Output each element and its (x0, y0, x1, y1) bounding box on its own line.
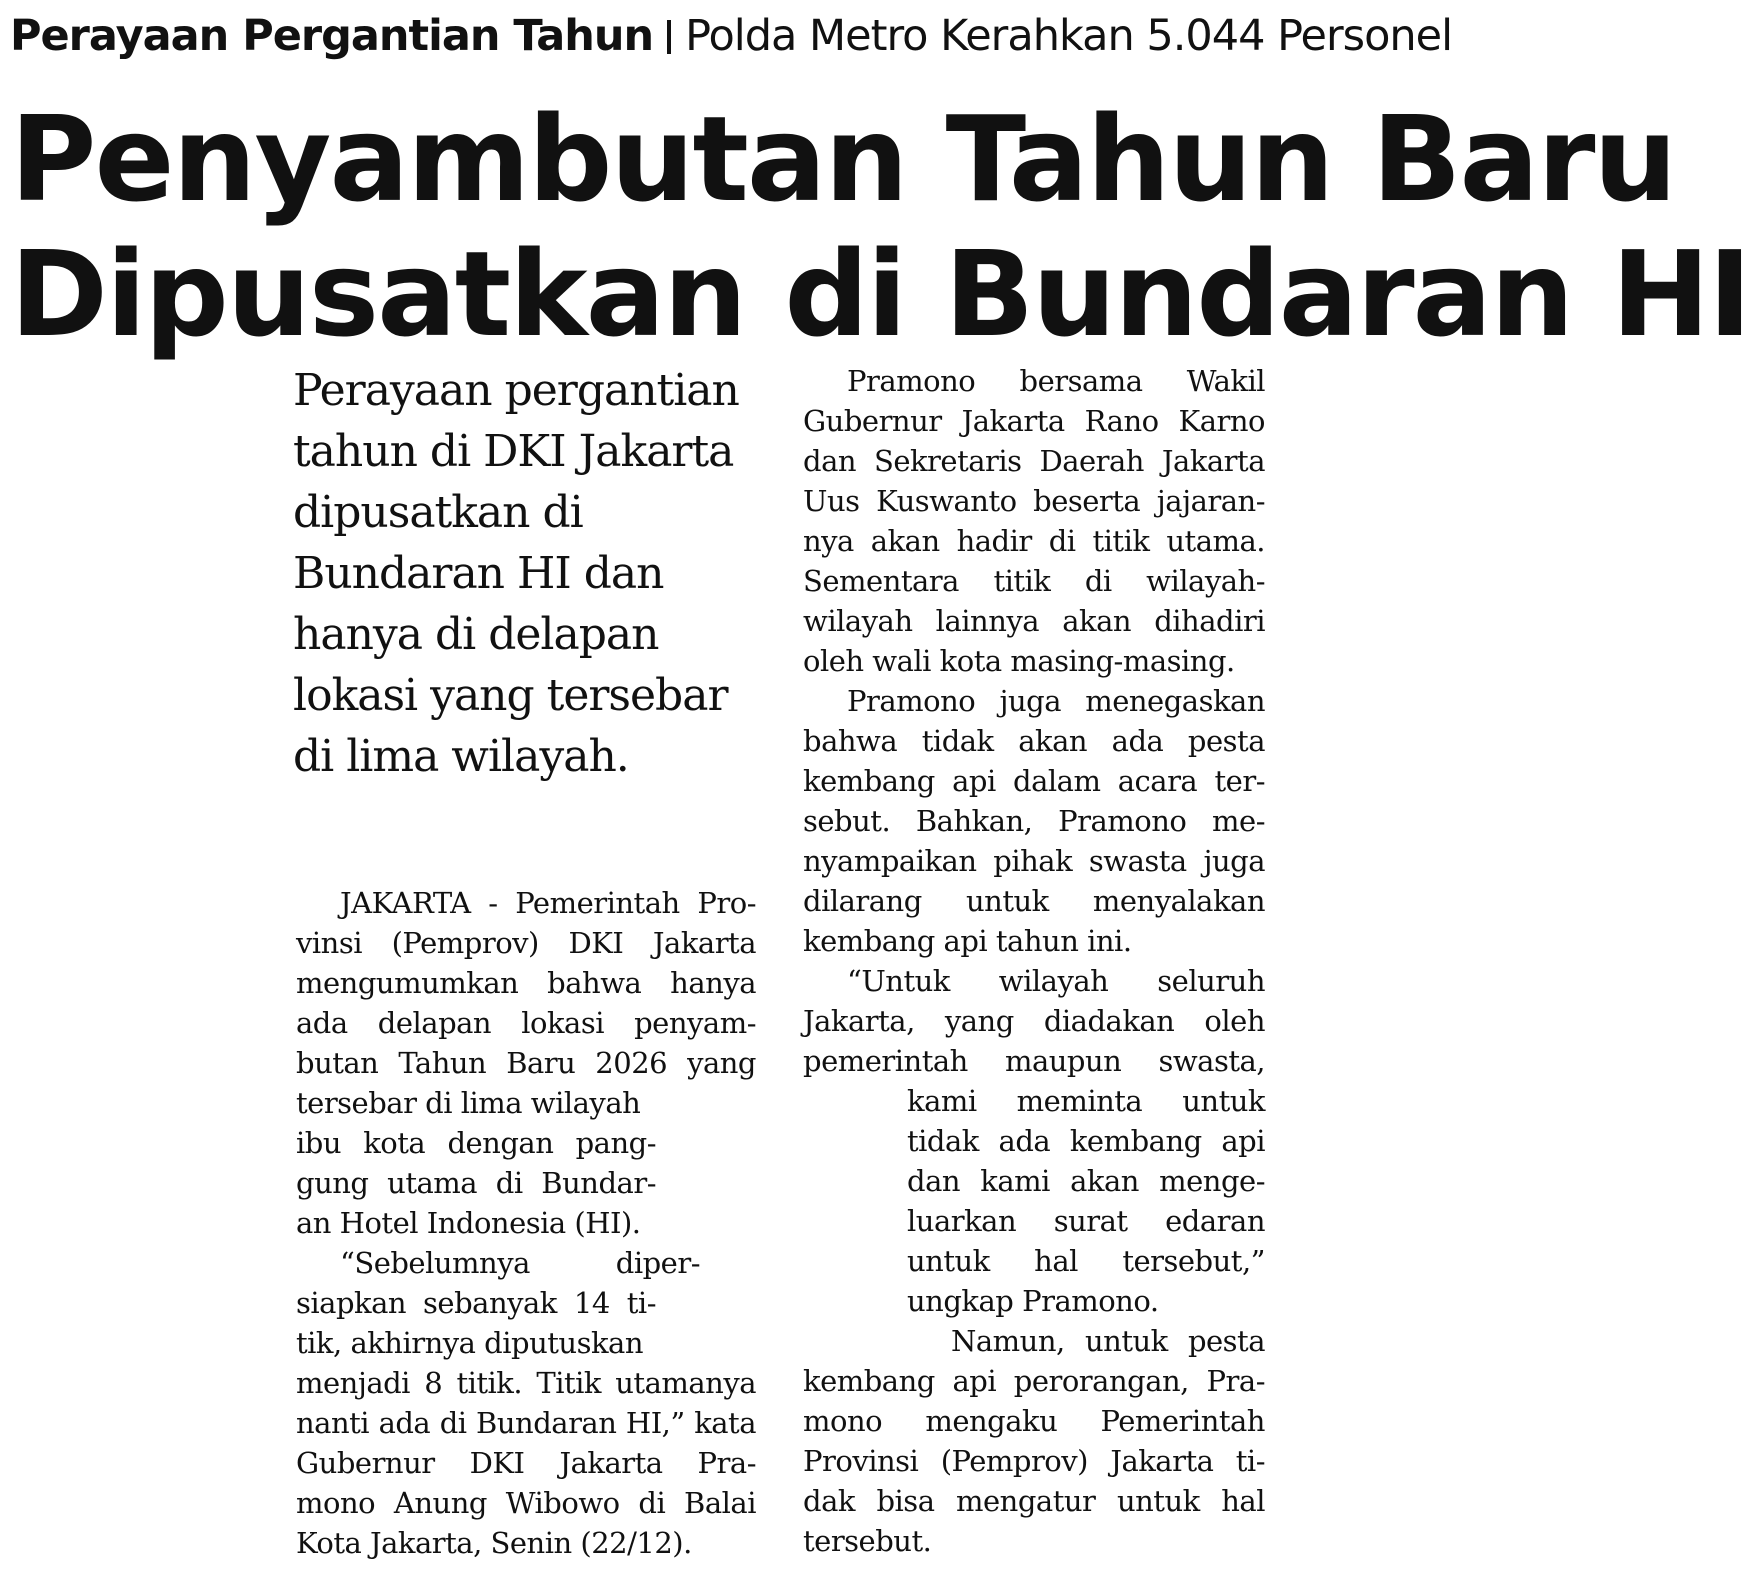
lead-line: Perayaan pergantian (293, 365, 739, 416)
body-line: bahwa tidak akan ada pesta (803, 724, 1265, 758)
body-line: kembang api dalam acara ter- (803, 764, 1265, 798)
body-line: Pramono bersama Wakil (847, 364, 1265, 398)
body-line: untuk hal tersebut,” (907, 1244, 1265, 1278)
body-line: Sementara titik di wilayah- (803, 564, 1265, 598)
body-column-right (803, 361, 1265, 1561)
body-line: wilayah lainnya akan dihadiri (803, 604, 1265, 638)
body-line: vinsi (Pemprov) DKI Jakarta (296, 926, 756, 960)
body-line: Gubernur DKI Jakarta Pra- (296, 1446, 756, 1480)
body-line: dilarang untuk menyalakan (803, 884, 1265, 918)
body-line: nanti ada di Bundaran HI,” kata (296, 1406, 756, 1440)
body-line: tersebut. (803, 1524, 932, 1558)
body-line: mengumumkan bahwa hanya (296, 966, 756, 1000)
body-line: ada delapan lokasi penyam- (296, 1006, 756, 1040)
body-line: mono Anung Wibowo di Balai (296, 1486, 756, 1520)
body-line: ungkap Pramono. (907, 1284, 1159, 1318)
article-lead (293, 360, 783, 787)
body-line: dan Sekretaris Daerah Jakarta (803, 444, 1265, 478)
body-column-left (296, 883, 756, 1563)
body-line: tik, akhirnya diputuskan (296, 1326, 644, 1360)
lead-line: di lima wilayah. (293, 731, 629, 782)
lead-line: tahun di DKI Jakarta (293, 426, 734, 477)
body-line: oleh wali kota masing-masing. (803, 644, 1235, 678)
body-line: an Hotel Indonesia (HI). (296, 1206, 641, 1240)
body-line: dan kami akan menge- (907, 1164, 1265, 1198)
lead-line: hanya di delapan (293, 609, 659, 660)
lead-line: lokasi yang tersebar (293, 670, 728, 721)
body-line: Namun, untuk pesta (951, 1324, 1265, 1358)
kicker-subtitle: Polda Metro Kerahkan 5.044 Personel (685, 11, 1453, 61)
body-line: nya akan hadir di titik utama. (803, 524, 1265, 558)
body-line: Pramono juga menegaskan (847, 684, 1265, 718)
body-line: Kota Jakarta, Senin (22/12). (296, 1526, 692, 1560)
body-line: pemerintah maupun swasta, (803, 1044, 1265, 1078)
body-line: tidak ada kembang api (907, 1124, 1265, 1158)
lead-line: dipusatkan di (293, 487, 583, 538)
body-line: sebut. Bahkan, Pramono me- (803, 804, 1265, 838)
body-line: gung utama di Bundar- (296, 1166, 656, 1200)
body-line: kembang api tahun ini. (803, 924, 1132, 958)
body-line: Provinsi (Pemprov) Jakarta ti- (803, 1444, 1265, 1478)
body-line: “Untuk wilayah seluruh (847, 964, 1265, 998)
headline-line: Dipusatkan di Bundaran HI (10, 225, 1750, 363)
body-line: menjadi 8 titik. Titik utamanya (296, 1366, 756, 1400)
article-kicker (10, 6, 1570, 66)
body-line: Uus Kuswanto beserta jajaran- (803, 484, 1265, 518)
body-line: Gubernur Jakarta Rano Karno (803, 404, 1265, 438)
headline-line: Penyambutan Tahun Baru (10, 90, 1676, 228)
body-line: “Sebelumnya diper- (340, 1246, 700, 1280)
body-line: kami meminta untuk (907, 1084, 1265, 1118)
body-line: JAKARTA - Pemerintah Pro- (340, 886, 756, 920)
body-line: kembang api perorangan, Pra- (803, 1364, 1265, 1398)
kicker-topic: Perayaan Pergantian Tahun (10, 11, 654, 61)
body-line: nyampaikan pihak swasta juga (803, 844, 1265, 878)
kicker-separator (667, 20, 671, 54)
body-line: luarkan surat edaran (907, 1204, 1265, 1238)
body-line: ibu kota dengan pang- (296, 1126, 656, 1160)
body-line: Jakarta, yang diadakan oleh (803, 1004, 1265, 1038)
lead-line: Bundaran HI dan (293, 548, 664, 599)
body-line: mono mengaku Pemerintah (803, 1404, 1265, 1438)
body-line: tersebar di lima wilayah (296, 1086, 641, 1120)
body-line: butan Tahun Baru 2026 yang (296, 1046, 756, 1080)
body-line: siapkan sebanyak 14 ti- (296, 1286, 656, 1320)
article-headline (10, 90, 1750, 363)
body-line: dak bisa mengatur untuk hal (803, 1484, 1265, 1518)
